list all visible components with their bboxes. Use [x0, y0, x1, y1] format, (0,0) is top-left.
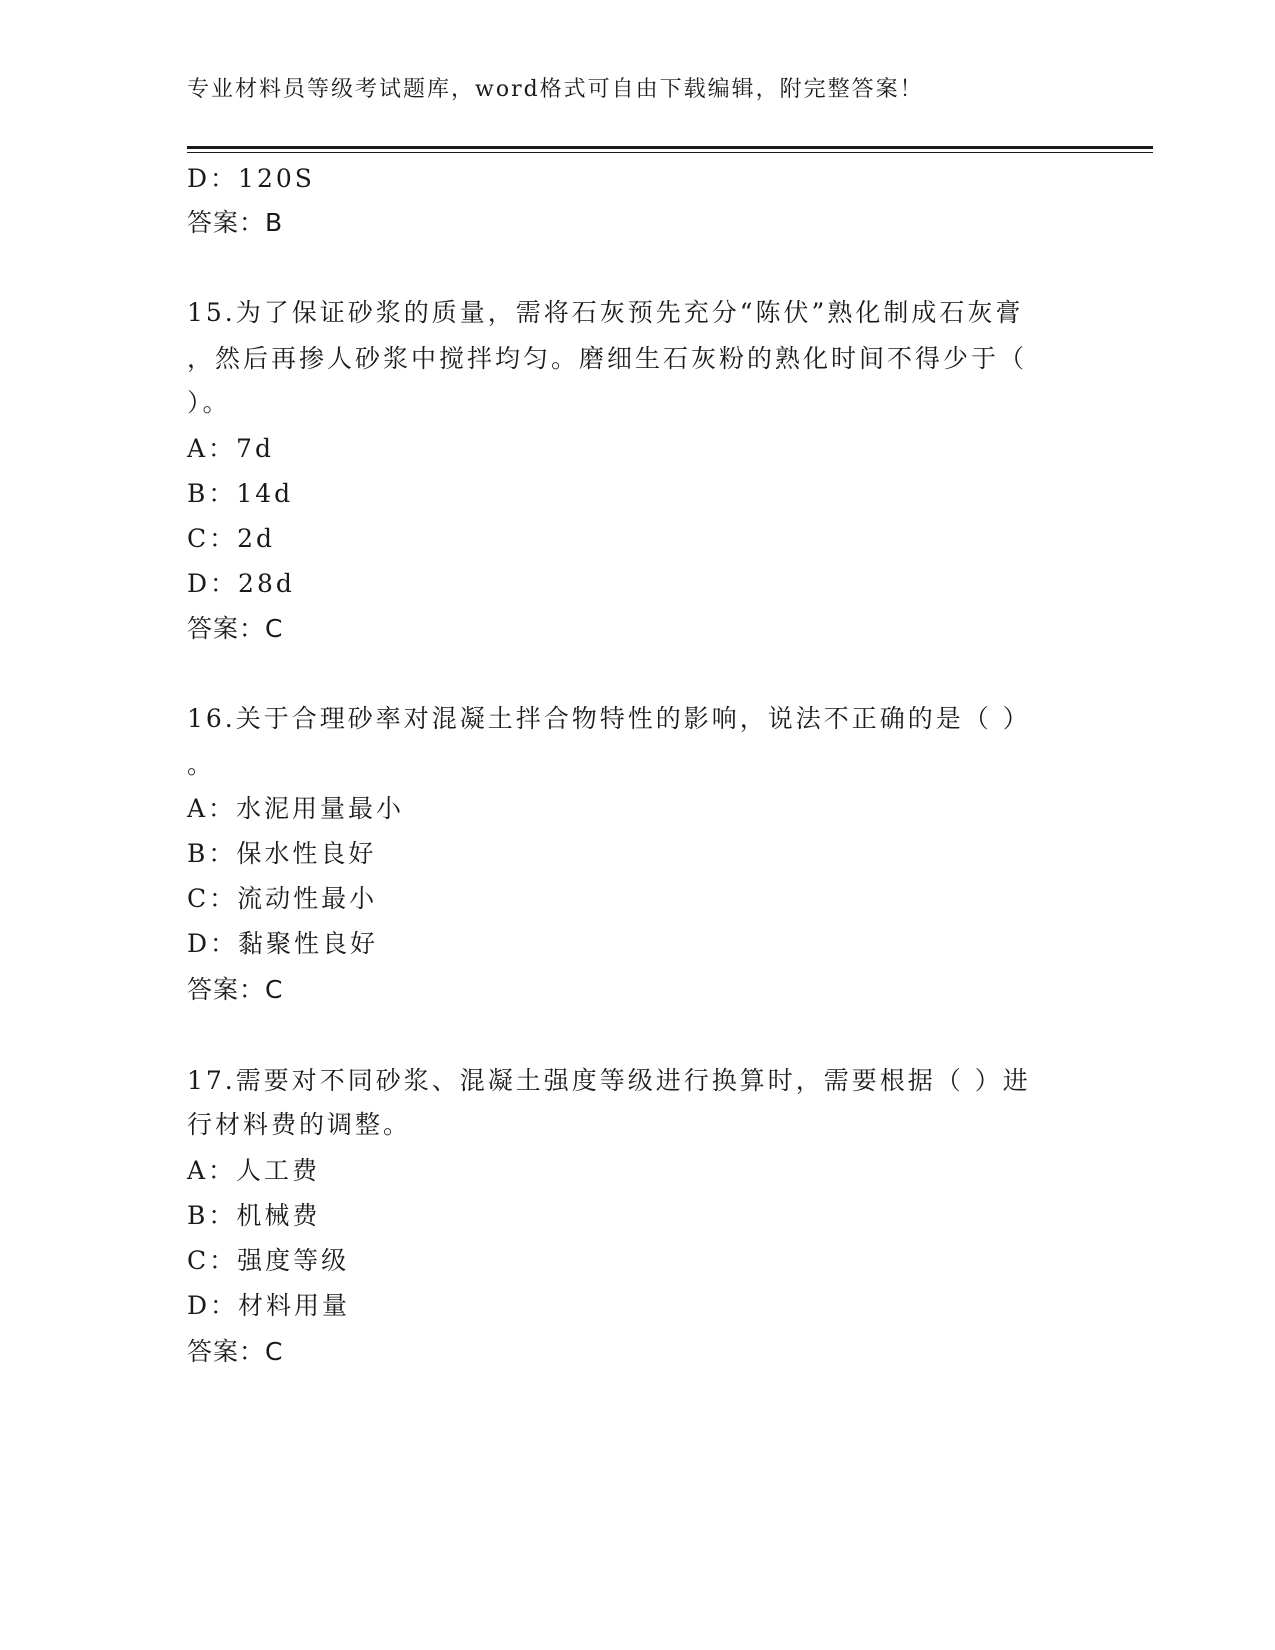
prev-option-d: D：120S — [187, 164, 315, 193]
q16-option-c: C：流动性最小 — [187, 884, 378, 913]
page-header: 专业材料员等级考试题库，word格式可自由下载编辑，附完整答案！ — [187, 77, 924, 102]
q16-option-a: A：水泥用量最小 — [187, 794, 405, 823]
header-rule-thin — [187, 152, 1153, 153]
prev-answer: 答案：B — [187, 208, 284, 237]
q16-answer: 答案：C — [187, 975, 284, 1004]
q17-stem-line2: 行材料费的调整。 — [187, 1110, 412, 1139]
q15-stem-line3: ）。 — [187, 388, 231, 417]
q17-option-a: A：人工费 — [187, 1156, 321, 1185]
q17-answer: 答案：C — [187, 1337, 284, 1366]
q15-option-a: A：7d — [187, 434, 274, 463]
q17-option-c: C：强度等级 — [187, 1246, 350, 1275]
q16-stem-line2: 。 — [187, 750, 216, 779]
q15-answer: 答案：C — [187, 614, 284, 643]
q16-option-b: B：保水性良好 — [187, 839, 377, 868]
q17-option-b: B：机械费 — [187, 1201, 321, 1230]
q17-stem-line1: 17.需要对不同砂浆、混凝土强度等级进行换算时，需要根据（ ）进 — [187, 1066, 1031, 1095]
q15-option-c: C：2d — [187, 524, 276, 553]
header-rule-thick — [187, 146, 1153, 149]
q17-option-d: D：材料用量 — [187, 1291, 351, 1320]
q16-option-d: D：黏聚性良好 — [187, 929, 379, 958]
q15-stem-line2: ，然后再掺人砂浆中搅拌均匀。磨细生石灰粉的熟化时间不得少于（ — [187, 344, 1028, 373]
q15-option-b: B：14d — [187, 479, 294, 508]
q16-stem-line1: 16.关于合理砂率对混凝土拌合物特性的影响，说法不正确的是（ ） — [187, 704, 1031, 733]
q15-option-d: D：28d — [187, 569, 295, 598]
q15-stem-line1: 15.为了保证砂浆的质量，需将石灰预先充分“陈伏”熟化制成石灰膏 — [187, 298, 1024, 327]
